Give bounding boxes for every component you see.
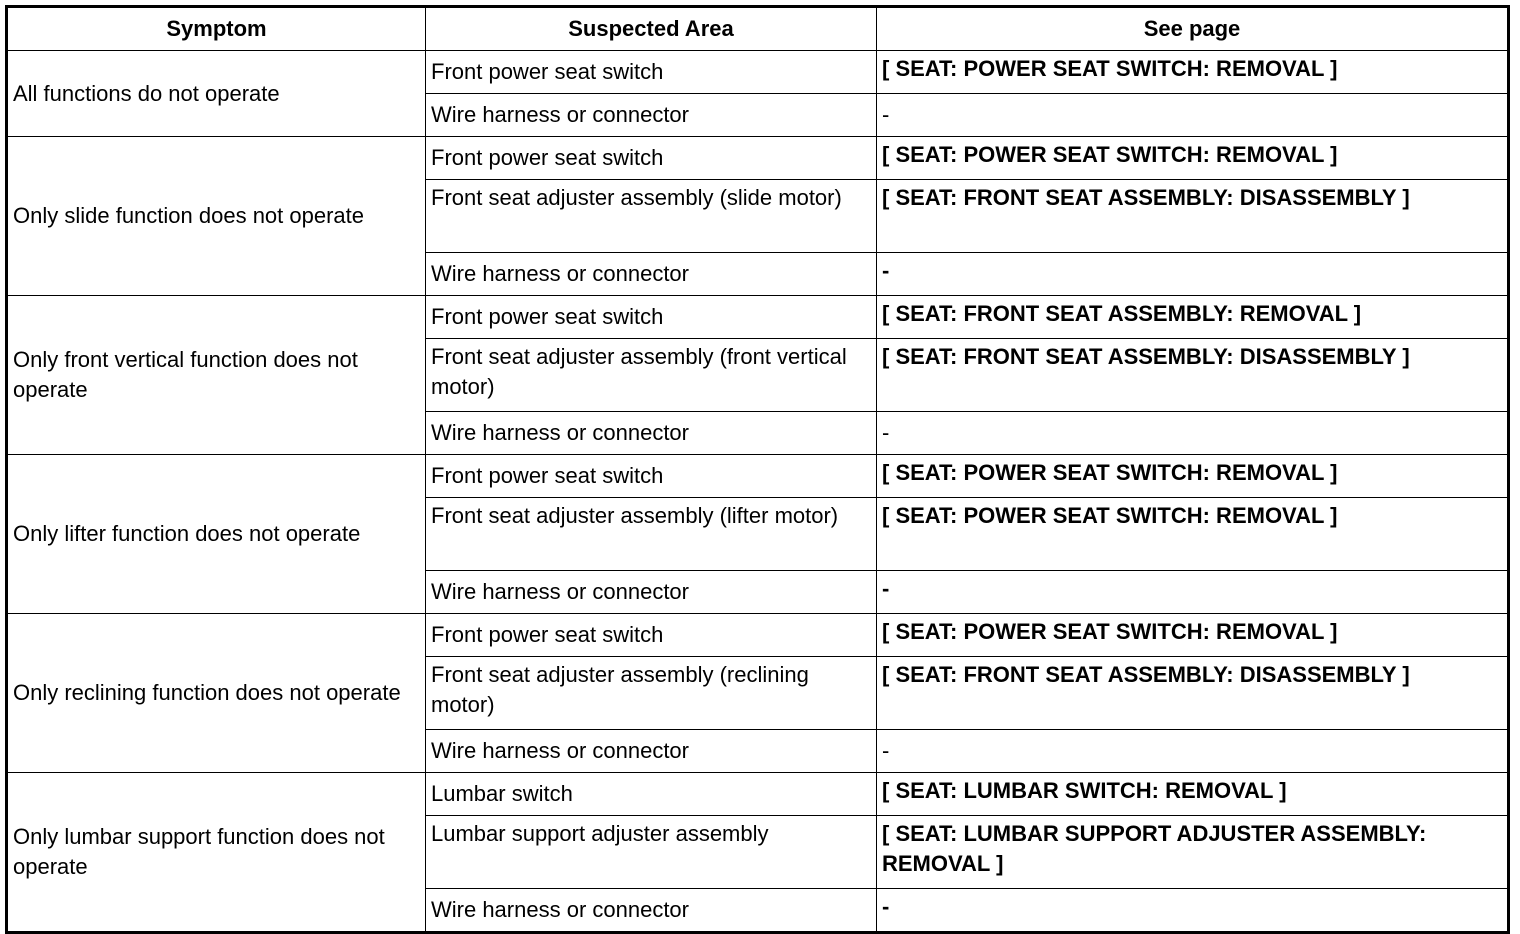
see-page-link[interactable]: [ SEAT: FRONT SEAT ASSEMBLY: DISASSEMBLY ] [877,339,1509,412]
see-page-cell: - [877,889,1509,933]
symptom-cell: Only slide function does not operate [7,137,426,296]
see-page-link[interactable]: [ SEAT: POWER SEAT SWITCH: REMOVAL ] [877,498,1509,571]
suspected-area-cell: Wire harness or connector [426,730,877,773]
suspected-area-cell: Wire harness or connector [426,571,877,614]
diagnosis-table-container [5,5,1510,934]
table-row [7,137,1509,180]
suspected-area-cell: Front power seat switch [426,296,877,339]
suspected-area-cell: Wire harness or connector [426,94,877,137]
suspected-area-cell: Front power seat switch [426,137,877,180]
symptom-cell: Only lumbar support function does not operate [7,773,426,933]
header-symptom: Symptom [7,7,426,51]
see-page-cell: - [877,412,1509,455]
see-page-link[interactable]: [ SEAT: LUMBAR SWITCH: REMOVAL ] [877,773,1509,816]
suspected-area-cell: Wire harness or connector [426,253,877,296]
see-page-link[interactable]: [ SEAT: FRONT SEAT ASSEMBLY: DISASSEMBLY ] [877,180,1509,253]
symptom-cell: All functions do not operate [7,51,426,137]
symptom-table [5,5,1510,934]
suspected-area-cell: Lumbar switch [426,773,877,816]
suspected-area-cell: Front power seat switch [426,51,877,94]
symptom-cell: Only lifter function does not operate [7,455,426,614]
table-row [7,614,1509,657]
see-page-cell: - [877,730,1509,773]
see-page-cell: - [877,94,1509,137]
suspected-area-cell: Front power seat switch [426,455,877,498]
suspected-area-cell: Lumbar support adjuster assembly [426,816,877,889]
see-page-link[interactable]: [ SEAT: LUMBAR SUPPORT ADJUSTER ASSEMBLY: REMOVAL ] [877,816,1509,889]
suspected-area-cell: Front seat adjuster assembly (front vertical motor) [426,339,877,412]
table-row [7,455,1509,498]
symptom-cell: Only front vertical function does not operate [7,296,426,455]
see-page-link[interactable]: [ SEAT: FRONT SEAT ASSEMBLY: DISASSEMBLY ] [877,657,1509,730]
suspected-area-cell: Front seat adjuster assembly (slide motor) [426,180,877,253]
suspected-area-cell: Wire harness or connector [426,889,877,933]
see-page-link[interactable]: [ SEAT: POWER SEAT SWITCH: REMOVAL ] [877,137,1509,180]
see-page-cell: - [877,571,1509,614]
symptom-cell: Only reclining function does not operate [7,614,426,773]
see-page-link[interactable]: [ SEAT: POWER SEAT SWITCH: REMOVAL ] [877,51,1509,94]
suspected-area-cell: Front seat adjuster assembly (lifter motor) [426,498,877,571]
see-page-cell: - [877,253,1509,296]
see-page-link[interactable]: [ SEAT: POWER SEAT SWITCH: REMOVAL ] [877,455,1509,498]
table-row [7,296,1509,339]
see-page-link[interactable]: [ SEAT: POWER SEAT SWITCH: REMOVAL ] [877,614,1509,657]
suspected-area-cell: Front seat adjuster assembly (reclining motor) [426,657,877,730]
suspected-area-cell: Wire harness or connector [426,412,877,455]
header-row [7,7,1509,51]
table-row [7,773,1509,816]
header-see-page: See page [877,7,1509,51]
see-page-link[interactable]: [ SEAT: FRONT SEAT ASSEMBLY: REMOVAL ] [877,296,1509,339]
table-row [7,51,1509,94]
header-suspected-area: Suspected Area [426,7,877,51]
suspected-area-cell: Front power seat switch [426,614,877,657]
